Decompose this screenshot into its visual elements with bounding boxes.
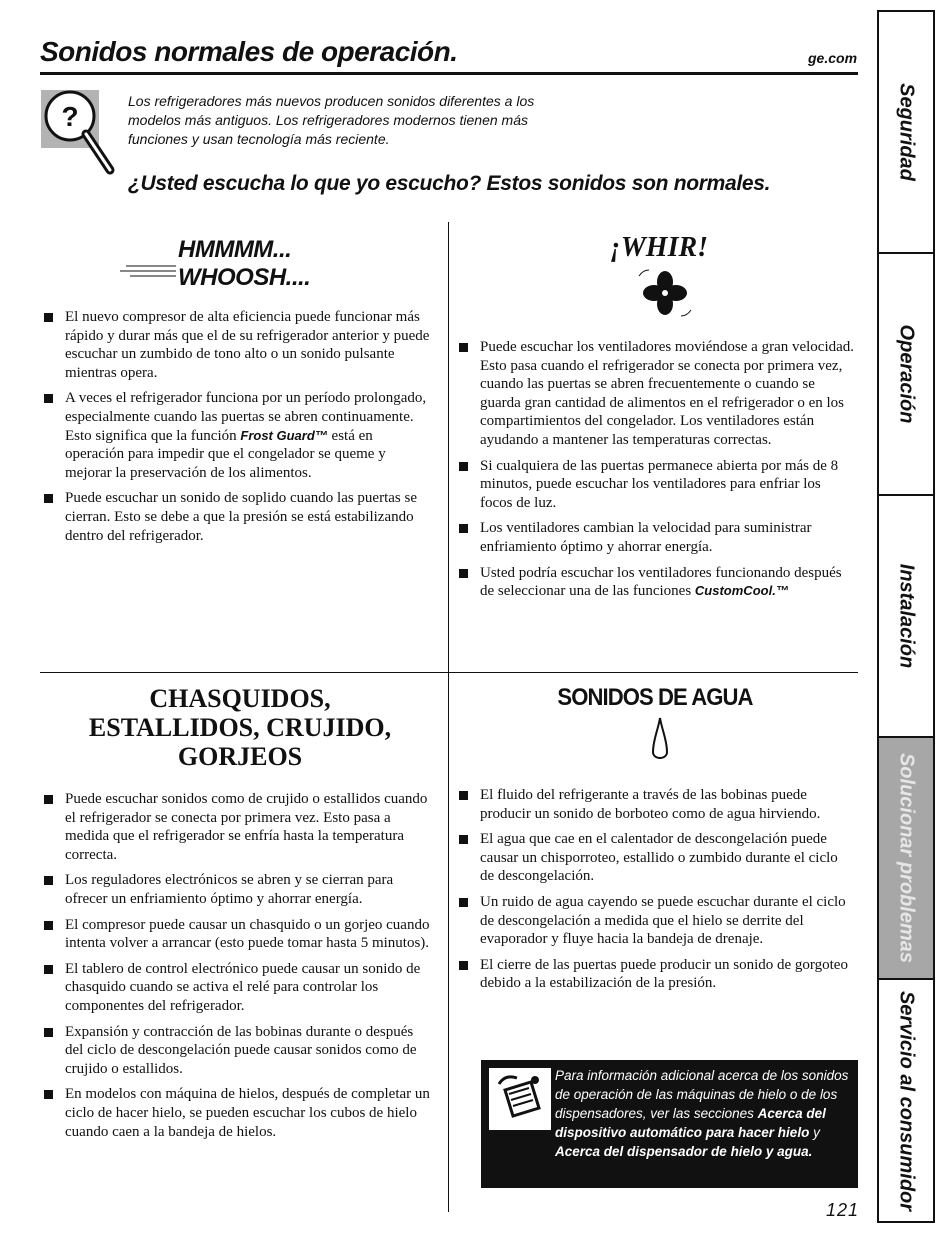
list-item: Puede escuchar un sonido de soplido cuando las puertas se cierran. Esto se debe a que la presión se está estabilizando dentro del refrigerador. <box>40 489 432 545</box>
list-item: Los reguladores electrónicos se abren y se cierran para ofrecer un enfriamiento óptimo y ahorrar energía. <box>40 871 432 908</box>
ice-maker-icon <box>489 1068 551 1130</box>
list-item: Un ruido de agua cayendo se puede escuchar durante el ciclo de descongelación a medida que el hielo se derrite del evaporador y fluye hacia la bandeja de drenaje. <box>455 893 855 949</box>
note-text: Para información adicional acerca de los sonidos de operación de las máquinas de hielo o de los dispensadores, ver las secciones Acerca del dispositivo automático para hacer hielo y Acerca del dispensador de hielo y agua. <box>555 1068 849 1159</box>
hmmm-heading-line2: WHOOSH.... <box>178 264 311 291</box>
tab-label: Instalación <box>895 563 918 669</box>
whir-list <box>455 338 855 608</box>
hmmm-list <box>40 308 432 552</box>
list-item: El cierre de las puertas puede producir un sonido de gorgoteo debido a la estabilización de la presión. <box>455 956 855 993</box>
list-item: El agua que cae en el calentador de descongelación puede causar un chisporroteo, estallido o zumbido durante el ciclo de descongelación. <box>455 830 855 886</box>
list-item: A veces el refrigerador funciona por un período prolongado, especialmente cuando las puertas se abren continuamente. Esto significa que la función Frost Guard™ está en operación para impedir que el congelador se queme y mejorar la preservación de los alimentos. <box>40 389 432 482</box>
tab-label: Operación <box>895 324 918 424</box>
tab-instalacion[interactable] <box>879 496 933 738</box>
chasquidos-heading <box>40 684 440 771</box>
column-divider-bottom <box>448 672 449 1212</box>
list-item: Usted podría escuchar los ventiladores funcionando después de seleccionar una de las funciones CustomCool.™ <box>455 564 855 601</box>
chasquidos-list <box>40 790 432 1148</box>
title-rule <box>40 72 858 75</box>
list-item: En modelos con máquina de hielos, después de completar un ciclo de hacer hielo, se pueden escuchar los cubos de hielo cuando caen a la bandeja de hielos. <box>40 1085 432 1141</box>
motion-lines-icon <box>120 262 180 278</box>
agua-heading: SONIDOS DE AGUA <box>557 684 753 711</box>
list-item: El nuevo compresor de alta eficiencia puede funcionar más rápido y durar más que el de su refrigerador anterior y puede escuchar un zumbido de tono alto o un sonido pulsante mientras opera. <box>40 308 432 382</box>
site-url: ge.com <box>808 50 858 66</box>
list-item: Expansión y contracción de las bobinas durante o después del ciclo de descongelación puede causar sonidos como de crujido o estallidos. <box>40 1023 432 1079</box>
list-item: Puede escuchar sonidos como de crujido o estallidos cuando el refrigerador se conecta por primera vez. Esto pasa a medida que el refrigerador se enfría hasta la temperatura correcta. <box>40 790 432 864</box>
hmmm-heading-line1: HMMMM... <box>178 236 292 263</box>
tab-solucionar-problemas[interactable] <box>879 738 933 980</box>
whir-heading: ¡WHIR! <box>610 232 709 263</box>
page-number: 121 <box>826 1200 860 1220</box>
tab-label: Seguridad <box>895 83 918 181</box>
list-item: El compresor puede causar un chasquido o un gorjeo cuando intenta volver a arrancar (esto puede tomar hasta 5 minutos). <box>40 916 432 953</box>
list-item: Puede escuchar los ventiladores moviéndose a gran velocidad. Esto pasa cuando el refrigerador se conecta por primera vez, cuando las puertas se abren frecuentemente o cuando se guarda gran cantidad de alimentos en el refrigerador o en los compartimientos del congelador. Los ventiladores están ayudando a mantener las temperaturas correctas. <box>455 338 855 450</box>
chasquidos-heading-line3: GORJEOS <box>177 742 303 771</box>
section-tabs <box>877 10 935 1223</box>
row-divider <box>40 672 858 673</box>
column-divider-top <box>448 222 449 672</box>
list-item: Si cualquiera de las puertas permanece abierta por más de 8 minutos, puede escuchar los ventiladores para enfriar los focos de luz. <box>455 457 855 513</box>
info-note-box <box>481 1060 858 1188</box>
tab-label: Solucionar problemas <box>895 752 918 964</box>
section-headline: ¿Usted escucha lo que yo escucho? Estos sonidos son normales. <box>128 172 771 195</box>
chasquidos-heading-line2: ESTALLIDOS, CRUJIDO, <box>88 713 392 742</box>
chasquidos-heading-line1: CHASQUIDOS, <box>149 684 331 713</box>
tab-label: Servicio al consumidor <box>895 990 918 1211</box>
water-drop-icon <box>650 716 670 766</box>
question-magnifier-icon <box>40 88 120 178</box>
tab-seguridad[interactable] <box>879 12 933 254</box>
page-title: Sonidos normales de operación. <box>40 36 458 67</box>
fan-icon <box>637 268 693 318</box>
intro-text: Los refrigeradores más nuevos producen sonidos diferentes a los modelos más antiguos. Los refrigeradores modernos tienen más funciones y usan tecnología más reciente. <box>128 93 535 147</box>
tab-servicio-al-consumidor[interactable] <box>879 980 933 1221</box>
list-item: El fluido del refrigerante a través de las bobinas puede producir un sonido de borboteo como de agua hirviendo. <box>455 786 855 823</box>
list-item: El tablero de control electrónico puede causar un sonido de chasquido cuando se activa el relé para controlar los componentes del refrigerador. <box>40 960 432 1016</box>
tab-operacion[interactable] <box>879 254 933 496</box>
agua-list <box>455 786 855 1000</box>
hmmm-heading <box>178 236 310 292</box>
svg-text:?: ? <box>61 101 79 132</box>
list-item: Los ventiladores cambian la velocidad para suministrar enfriamiento óptimo y ahorrar energía. <box>455 519 855 556</box>
